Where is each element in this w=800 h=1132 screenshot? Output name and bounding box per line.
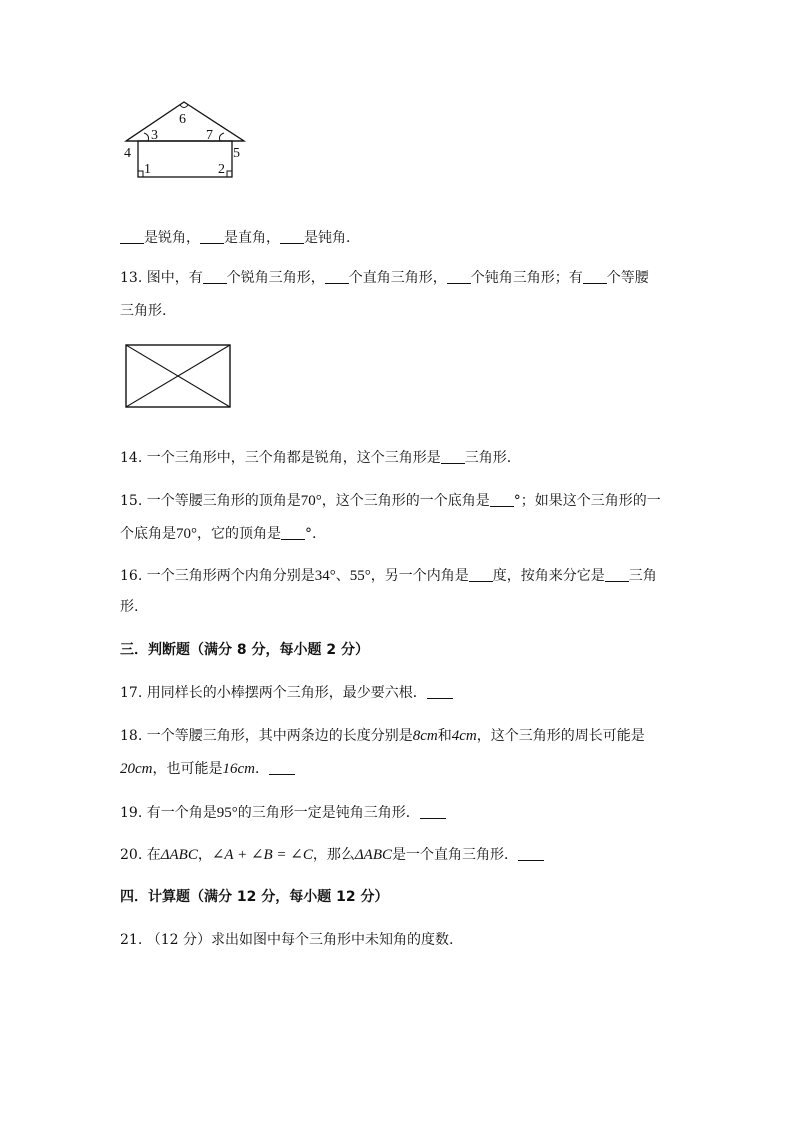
label-6: 6 [179, 112, 186, 127]
answer-blank[interactable] [203, 269, 227, 284]
answer-blank[interactable] [518, 846, 544, 861]
right-angle-mark-7 [220, 133, 225, 141]
q16-number: 16. [120, 568, 143, 584]
left-angle-mark [144, 133, 149, 141]
answer-blank[interactable] [420, 804, 446, 819]
q21-line [120, 930, 453, 950]
q16-value-2: 55° [349, 568, 371, 584]
q19-line [120, 803, 446, 823]
q20-number: 20. [120, 847, 143, 863]
q19-number: 19. [120, 805, 143, 821]
q16-text-3: 度，按角来分它是 [492, 568, 605, 584]
q13-text-4: 个钝角三角形；有 [470, 270, 583, 286]
q14-text-1: 一个三角形中，三个角都是锐角，这个三角形是 [146, 450, 441, 466]
q15-text-5: ，它的顶角是 [197, 526, 281, 542]
label-4: 4 [124, 146, 131, 161]
q20-text-4: 是一个直角三角形． [392, 847, 519, 863]
q18-text-5: ． [255, 761, 269, 777]
q19-text-1: 有一个角是 [146, 805, 217, 821]
answer-blank[interactable] [490, 492, 514, 507]
q16-text-2: ，另一个内角是 [370, 568, 469, 584]
answer-blank[interactable] [269, 760, 295, 775]
label-7: 7 [206, 128, 213, 143]
q16-text-5: 形. [120, 599, 139, 615]
answer-blank[interactable] [469, 567, 493, 582]
answer-blank[interactable] [200, 229, 224, 244]
q13-line-1 [120, 268, 649, 288]
q15-value-2: 70° [176, 526, 197, 542]
answer-blank[interactable] [325, 269, 349, 284]
q18-line-1 [120, 726, 645, 746]
q18-text-1: 一个等腰三角形，其中两条边的长度分别是 [146, 728, 413, 744]
q18-value-1: 8cm [412, 728, 438, 744]
label-1: 1 [144, 162, 151, 177]
q20-line [120, 845, 544, 865]
q12-answer-line [120, 228, 350, 248]
q18-value-2: 4cm [451, 728, 477, 744]
q14-number: 14. [120, 450, 143, 466]
section-3-title: 三．判断题（满分 8 分，每小题 2 分） [120, 642, 369, 658]
q18-text-2: 和 [437, 728, 452, 744]
q17-number: 17. [120, 685, 143, 701]
q20-text-1: 在 [146, 847, 161, 863]
answer-blank[interactable] [583, 269, 607, 284]
corner-mark-2 [227, 171, 232, 177]
corner-mark-1 [138, 171, 143, 177]
q13-text-6: 三角形. [120, 303, 167, 319]
answer-blank[interactable] [427, 684, 453, 699]
q21-number: 21. [120, 932, 143, 948]
label-5: 5 [233, 146, 240, 161]
q19-value-1: 95° [216, 805, 238, 821]
q18-value-4: 16cm [222, 761, 255, 777]
q17-line [120, 683, 453, 703]
q16-line-2 [120, 597, 138, 617]
apex-angle-mark [180, 105, 188, 108]
q20-value-1: ΔABC [160, 847, 198, 863]
q15-line-2 [120, 524, 316, 544]
q15-text-2: ，这个三角形的一个底角是 [321, 493, 490, 509]
label-2: 2 [218, 162, 225, 177]
q13-number: 13. [120, 270, 143, 286]
q17-text-1: 用同样长的小棒摆两个三角形，最少要六根． [146, 685, 427, 701]
q15-line-1 [120, 491, 661, 511]
q13-line-2 [120, 301, 166, 321]
q14-line [120, 448, 511, 468]
q18-value-3: 20cm [120, 761, 153, 777]
q12-text-1: 是锐角， [144, 230, 200, 246]
q20-text-3: ，那么 [312, 847, 355, 863]
q15-number: 15. [120, 493, 143, 509]
answer-blank[interactable] [120, 229, 144, 244]
section-4-title: 四．计算题（满分 12 分，每小题 12 分） [120, 889, 389, 905]
answer-blank[interactable] [280, 229, 304, 244]
answer-blank[interactable] [441, 449, 465, 464]
q16-value-1: 34° [314, 568, 336, 584]
q20-value-3: ΔABC [354, 847, 393, 863]
q13-text-3: 个直角三角形， [348, 270, 447, 286]
house-figure [120, 95, 250, 185]
q16-line-1 [120, 566, 657, 586]
q13-text-5: 个等腰 [606, 270, 649, 286]
q12-text-2: 是直角， [224, 230, 280, 246]
q16-separator: 、 [335, 568, 350, 584]
q21-text-1: （12 分）求出如图中每个三角形中未知角的度数. [146, 932, 454, 948]
q13-text-2: 个锐角三角形， [226, 270, 325, 286]
q16-text-1: 一个三角形两个内角分别是 [146, 568, 315, 584]
q15-text-1: 一个等腰三角形的顶角是 [146, 493, 301, 509]
q15-value-1: 70° [300, 493, 322, 509]
answer-blank[interactable] [447, 269, 471, 284]
q18-text-3: ，这个三角形的周长可能是 [476, 728, 645, 744]
q18-number: 18. [120, 728, 143, 744]
q20-value-2: ∠A + ∠B = ∠C [211, 847, 313, 863]
answer-blank[interactable] [281, 525, 305, 540]
q19-text-2: 的三角形一定是钝角三角形． [237, 805, 420, 821]
q15-text-4: 个底角是 [120, 526, 176, 542]
rectangle-diagonals-figure [124, 343, 234, 411]
q14-text-2: 三角形. [464, 450, 512, 466]
q15-text-3: °；如果这个三角形的一 [513, 493, 661, 509]
q20-text-2: ， [197, 847, 212, 863]
q15-text-6: °. [305, 526, 317, 542]
label-3: 3 [151, 128, 158, 143]
q18-text-4: ，也可能是 [152, 761, 223, 777]
q18-line-2 [120, 759, 295, 779]
q12-text-3: 是钝角. [304, 230, 351, 246]
answer-blank[interactable] [605, 567, 629, 582]
q16-text-4: 三角 [628, 568, 657, 584]
q13-text-1: 图中，有 [146, 270, 203, 286]
